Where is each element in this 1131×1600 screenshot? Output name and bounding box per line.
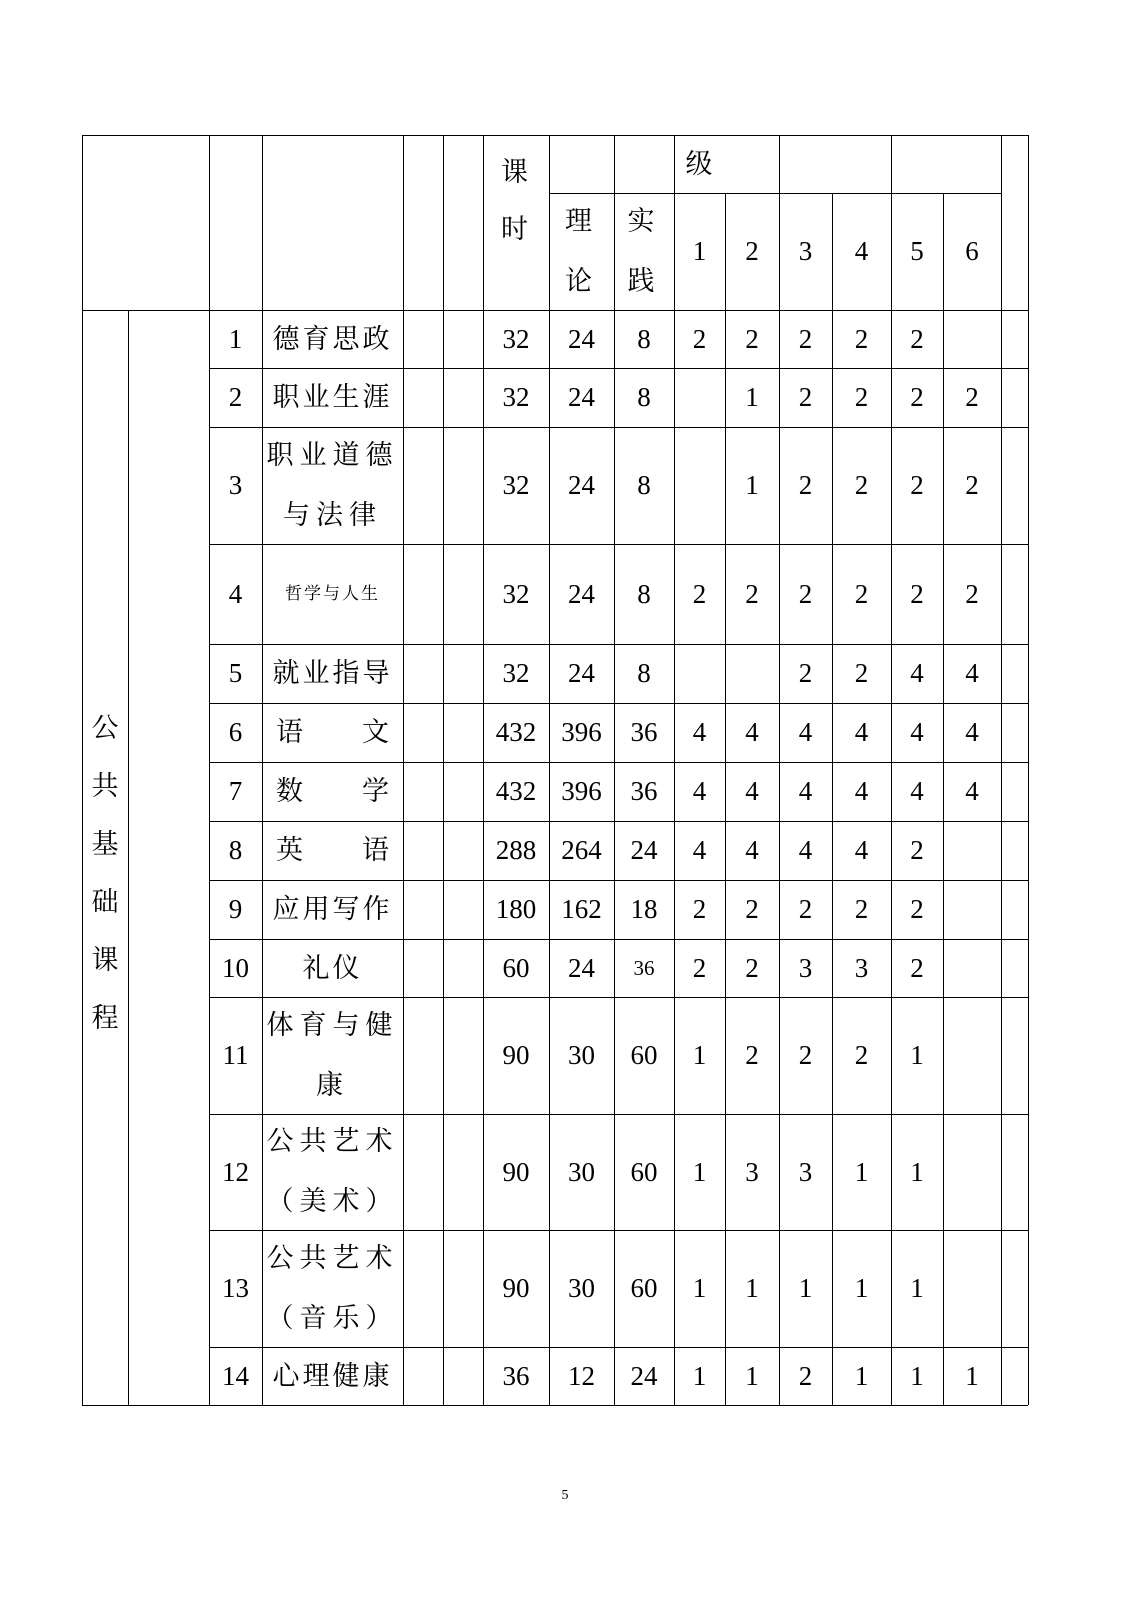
- level-1-value: 2: [692, 578, 707, 609]
- level-4-value: 4: [854, 717, 869, 747]
- level-5-value: 2: [910, 952, 924, 983]
- level-2-value: 1: [745, 1273, 759, 1303]
- course-name: 职业道德 与法律: [266, 439, 399, 531]
- level-6-value: [943, 310, 1001, 368]
- level-1-value: 2: [692, 894, 707, 924]
- header-hours-char-2: 时: [501, 213, 531, 245]
- header-theory: 理 论: [565, 205, 598, 297]
- theory-value: 30: [568, 1156, 595, 1187]
- level-3-value: 2: [798, 323, 813, 354]
- theory-value: 30: [568, 1040, 595, 1070]
- theory-value: 30: [568, 1273, 595, 1303]
- level-1-value: 1: [692, 1040, 707, 1070]
- row-number: 14: [222, 1360, 249, 1391]
- row-number: 10: [222, 952, 249, 983]
- row-number: 2: [228, 382, 243, 412]
- row-number: 3: [228, 470, 243, 500]
- level-4-value: 3: [854, 952, 869, 983]
- level-5-value: 4: [910, 658, 924, 688]
- theory-value: 24: [568, 382, 595, 412]
- level-2-value: 2: [745, 323, 759, 354]
- practice-value: 36: [630, 776, 658, 806]
- level-4-value: 2: [854, 1040, 869, 1070]
- hours-value: 90: [502, 1156, 530, 1187]
- level-4-value: 2: [854, 323, 869, 354]
- practice-value: 60: [630, 1156, 658, 1187]
- level-1-value: 2: [692, 323, 707, 354]
- hours-value: 180: [495, 894, 537, 924]
- hours-value: 60: [502, 952, 530, 983]
- practice-value: 18: [630, 894, 658, 924]
- level-6-value: [943, 939, 1001, 997]
- level-6-value: 2: [965, 382, 979, 412]
- level-5-value: 1: [910, 1040, 924, 1070]
- theory-value: 396: [561, 717, 602, 747]
- level-3-value: 2: [798, 658, 813, 688]
- header-practice: 实 践: [627, 205, 661, 297]
- course-name: 应用写作: [272, 894, 393, 925]
- level-2-value: 1: [745, 470, 759, 500]
- practice-value: 8: [637, 470, 651, 500]
- row-number: 5: [228, 658, 243, 688]
- level-2-value: 1: [745, 382, 759, 412]
- level-5-value: 2: [910, 894, 924, 924]
- level-6-value: [943, 821, 1001, 880]
- hours-value: 36: [502, 1360, 530, 1391]
- level-6-value: [943, 1230, 1001, 1347]
- header-hours-char-1: 课: [501, 156, 531, 188]
- level-6-value: 4: [965, 776, 979, 806]
- course-name: 哲学与人生: [285, 583, 380, 604]
- theory-value: 24: [568, 658, 595, 688]
- level-2-value: 4: [745, 835, 759, 865]
- level-5-value: 2: [910, 578, 924, 609]
- level-4-value: 2: [854, 470, 869, 500]
- row-number: 4: [228, 578, 243, 609]
- level-3-value: 2: [798, 1040, 813, 1070]
- column-rule: [1001, 135, 1002, 1405]
- level-2-value: 1: [745, 1360, 759, 1391]
- header-level-6: 6: [965, 236, 979, 266]
- practice-value: 8: [637, 658, 651, 688]
- practice-value: 36: [630, 717, 658, 747]
- level-3-value: 2: [798, 382, 813, 412]
- level-1-value: 4: [692, 835, 707, 865]
- level-1-value: 4: [692, 776, 707, 806]
- practice-value: 8: [637, 323, 651, 354]
- hours-value: 432: [495, 776, 537, 806]
- course-name: 心理健康: [272, 1360, 393, 1392]
- level-4-value: 2: [854, 658, 869, 688]
- course-name: 就业指导: [272, 658, 393, 689]
- hours-value: 432: [495, 717, 537, 747]
- level-4-value: 1: [854, 1273, 869, 1303]
- level-6-value: 4: [965, 717, 979, 747]
- hours-value: 32: [502, 382, 530, 412]
- level-2-value: [725, 644, 779, 703]
- level-3-value: 4: [798, 835, 813, 865]
- level-2-value: 4: [745, 717, 759, 747]
- level-6-value: [943, 997, 1001, 1114]
- level-1-value: 2: [692, 952, 707, 983]
- course-name: 职业生涯: [272, 382, 393, 413]
- hours-value: 90: [502, 1273, 530, 1303]
- level-6-value: [943, 880, 1001, 939]
- theory-value: 396: [561, 776, 602, 806]
- course-name: 礼仪: [302, 952, 363, 984]
- row-number: 9: [228, 894, 243, 924]
- course-name: 语 文: [276, 717, 389, 748]
- level-6-value: [943, 1114, 1001, 1230]
- course-name: 公共艺术 （音乐）: [266, 1242, 399, 1334]
- level-1-value: [674, 427, 725, 544]
- theory-value: 24: [568, 952, 595, 983]
- level-3-value: 2: [798, 578, 813, 609]
- row-number: 6: [228, 717, 243, 747]
- hours-value: 32: [502, 323, 530, 354]
- row-number: 11: [222, 1040, 249, 1070]
- level-4-value: 1: [854, 1156, 869, 1187]
- level-3-value: 2: [798, 894, 813, 924]
- level-2-value: 2: [745, 1040, 759, 1070]
- hours-value: 32: [502, 578, 530, 609]
- level-4-value: 2: [854, 894, 869, 924]
- level-5-value: 1: [910, 1156, 924, 1187]
- level-6-value: 1: [965, 1360, 979, 1391]
- level-1-value: 1: [692, 1273, 707, 1303]
- level-2-value: 2: [745, 578, 759, 609]
- theory-value: 24: [568, 578, 595, 609]
- header-level-4: 4: [854, 236, 869, 266]
- level-1-value: 4: [692, 717, 707, 747]
- practice-value: 60: [630, 1273, 658, 1303]
- header-level-5: 5: [910, 236, 924, 266]
- course-name: 英 语: [276, 835, 389, 866]
- level-5-value: 2: [910, 323, 924, 354]
- practice-value: 60: [630, 1040, 658, 1070]
- header-level-3: 3: [798, 236, 813, 266]
- level-3-value: 1: [798, 1273, 813, 1303]
- level-5-value: 1: [910, 1360, 924, 1391]
- course-name: 数 学: [276, 776, 389, 807]
- theory-value: 24: [568, 323, 595, 354]
- hours-value: 288: [495, 835, 537, 865]
- level-2-value: 4: [745, 776, 759, 806]
- practice-value: 36: [633, 955, 655, 980]
- level-2-value: 3: [745, 1156, 759, 1187]
- theory-value: 24: [568, 470, 595, 500]
- header-grade-label: 级: [685, 148, 716, 180]
- table-right-border: [1028, 135, 1029, 1405]
- level-6-value: 2: [965, 470, 979, 500]
- level-4-value: 1: [854, 1360, 869, 1391]
- practice-value: 8: [637, 382, 651, 412]
- level-6-value: 4: [965, 658, 979, 688]
- level-4-value: 2: [854, 382, 869, 412]
- level-4-value: 4: [854, 776, 869, 806]
- course-name: 体育与健 康: [266, 1009, 399, 1101]
- level-2-value: 2: [745, 952, 759, 983]
- column-rule: [403, 135, 404, 1405]
- level-3-value: 3: [798, 1156, 813, 1187]
- column-rule: [443, 135, 444, 1405]
- level-3-value: 2: [798, 470, 813, 500]
- header-level-1: 1: [692, 236, 707, 266]
- level-1-value: [674, 644, 725, 703]
- practice-value: 24: [630, 1360, 658, 1391]
- hours-value: 32: [502, 658, 530, 688]
- theory-value: 264: [561, 835, 602, 865]
- row-number: 13: [222, 1273, 249, 1303]
- page-number: 5: [561, 1488, 569, 1503]
- table-top-border: [82, 135, 1028, 136]
- level-5-value: 2: [910, 382, 924, 412]
- level-3-value: 4: [798, 717, 813, 747]
- category-label: 公 共 基 础 课 程: [91, 713, 119, 1034]
- level-6-value: 2: [965, 578, 979, 609]
- row-number: 1: [228, 323, 243, 354]
- level-1-value: 1: [692, 1156, 707, 1187]
- level-3-value: 2: [798, 1360, 813, 1391]
- course-name: 公共艺术 （美术）: [266, 1126, 399, 1217]
- level-5-value: 4: [910, 776, 924, 806]
- practice-value: 8: [637, 578, 651, 609]
- level-2-value: 2: [745, 894, 759, 924]
- theory-value: 12: [568, 1360, 595, 1391]
- row-number: 12: [222, 1156, 249, 1187]
- header-level-2: 2: [745, 236, 759, 266]
- table-bottom-border: [82, 1405, 1028, 1406]
- hours-value: 90: [502, 1040, 530, 1070]
- row-number: 7: [228, 776, 243, 806]
- theory-value: 162: [561, 894, 602, 924]
- level-3-value: 3: [798, 952, 813, 983]
- category-inner-rule: [128, 310, 129, 1405]
- level-5-value: 2: [910, 835, 924, 865]
- level-5-value: 1: [910, 1273, 924, 1303]
- hours-value: 32: [502, 470, 530, 500]
- level-1-value: [674, 368, 725, 427]
- row-number: 8: [228, 835, 243, 865]
- practice-value: 24: [630, 835, 658, 865]
- level-4-value: 2: [854, 578, 869, 609]
- level-5-value: 2: [910, 470, 924, 500]
- level-5-value: 4: [910, 717, 924, 747]
- level-4-value: 4: [854, 835, 869, 865]
- course-name: 德育思政: [272, 323, 393, 355]
- level-1-value: 1: [692, 1360, 707, 1391]
- level-3-value: 4: [798, 776, 813, 806]
